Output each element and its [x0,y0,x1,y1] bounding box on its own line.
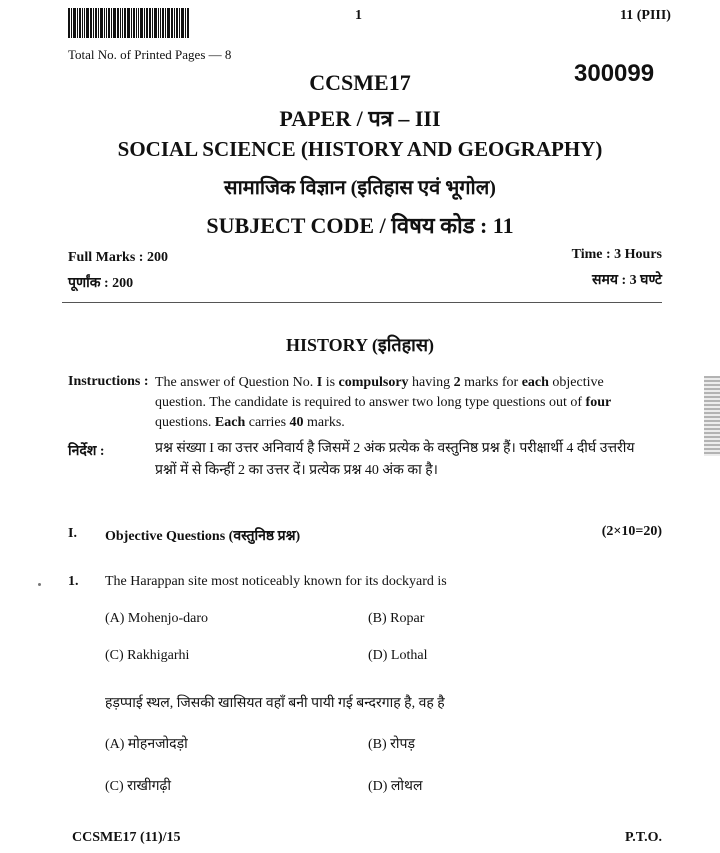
option-a-hindi: (A) मोहनजोदड़ो [105,737,188,752]
instructions-label: Instructions : [68,374,149,389]
question-text-hindi: हड़प्पाई स्थल, जिसकी खासियत वहाँ बनी पायी गई बन्दरगाह है, वह है [105,696,445,711]
instructions-text: The answer of Question No. I is compulsory having 2 marks for each objective question. The candidate is required to answer two long type questions out of four questions. Each carries 40 marks. [155,375,612,430]
option-b-english: (B) Ropar [368,611,425,626]
question-number: 1. [68,574,79,589]
option-c-english: (C) Rakhigarhi [105,648,190,663]
section-marks: (2×10=20) [601,524,662,539]
subject-code: SUBJECT CODE / विषय कोड : 11 [206,213,514,238]
option-c-hindi: (C) राखीगढ़ी [105,779,171,794]
printed-pages-note: Total No. of Printed Pages — 8 [68,47,232,62]
page-number: 1 [355,8,362,23]
option-d-english: (D) Lothal [368,648,428,663]
nirdesh-label: निर्देश : [68,444,105,459]
section-heading-history: HISTORY (इतिहास) [285,335,435,355]
option-b-hindi: (B) रोपड़ [368,737,415,752]
time-english: Time : 3 Hours [571,247,662,262]
subject-title-hindi: सामाजिक विज्ञान (इतिहास एवं भूगोल) [224,177,496,199]
divider-line [62,302,662,303]
paper-title: PAPER / पत्र – III [279,106,441,131]
scan-stamp-mark [704,376,720,456]
footer-pto: P.T.O. [625,830,662,845]
question-text-english: The Harappan site most noticeably known for its dockyard is [105,574,447,589]
nirdesh-text: प्रश्न संख्या I का उत्तर अनिवार्य है जिसमें 2 अंक प्रत्येक के वस्तुनिष्ठ प्रश्न हैं। परीक्षार्थी 4 दीर्घ उत्तरीय प्रश्नों में से किन्हीं 2 का उत्तर दें। प्रत्येक प्रश्न 40 अंक का है। [155,441,635,478]
subject-title-english: SOCIAL SCIENCE (HISTORY AND GEOGRAPHY) [117,137,603,161]
paper-code-title: CCSME17 [309,70,411,95]
scan-dot-mark [38,583,41,586]
option-a-english: (A) Mohenjo-daro [105,611,209,626]
barcode [68,8,220,38]
option-d-hindi: (D) लोथल [368,779,423,794]
footer-paper-code: CCSME17 (11)/15 [72,830,181,845]
full-marks-hindi: पूर्णांक : 200 [68,276,134,291]
full-marks-english: Full Marks : 200 [68,250,168,265]
section-number: I. [68,526,77,541]
paper-code-top-right: 11 (PIII) [620,8,671,23]
time-hindi: समय : 3 घण्टे [592,273,662,288]
serial-number: 300099 [574,60,655,87]
section-title: Objective Questions (वस्तुनिष्ठ प्रश्न) [105,529,301,544]
